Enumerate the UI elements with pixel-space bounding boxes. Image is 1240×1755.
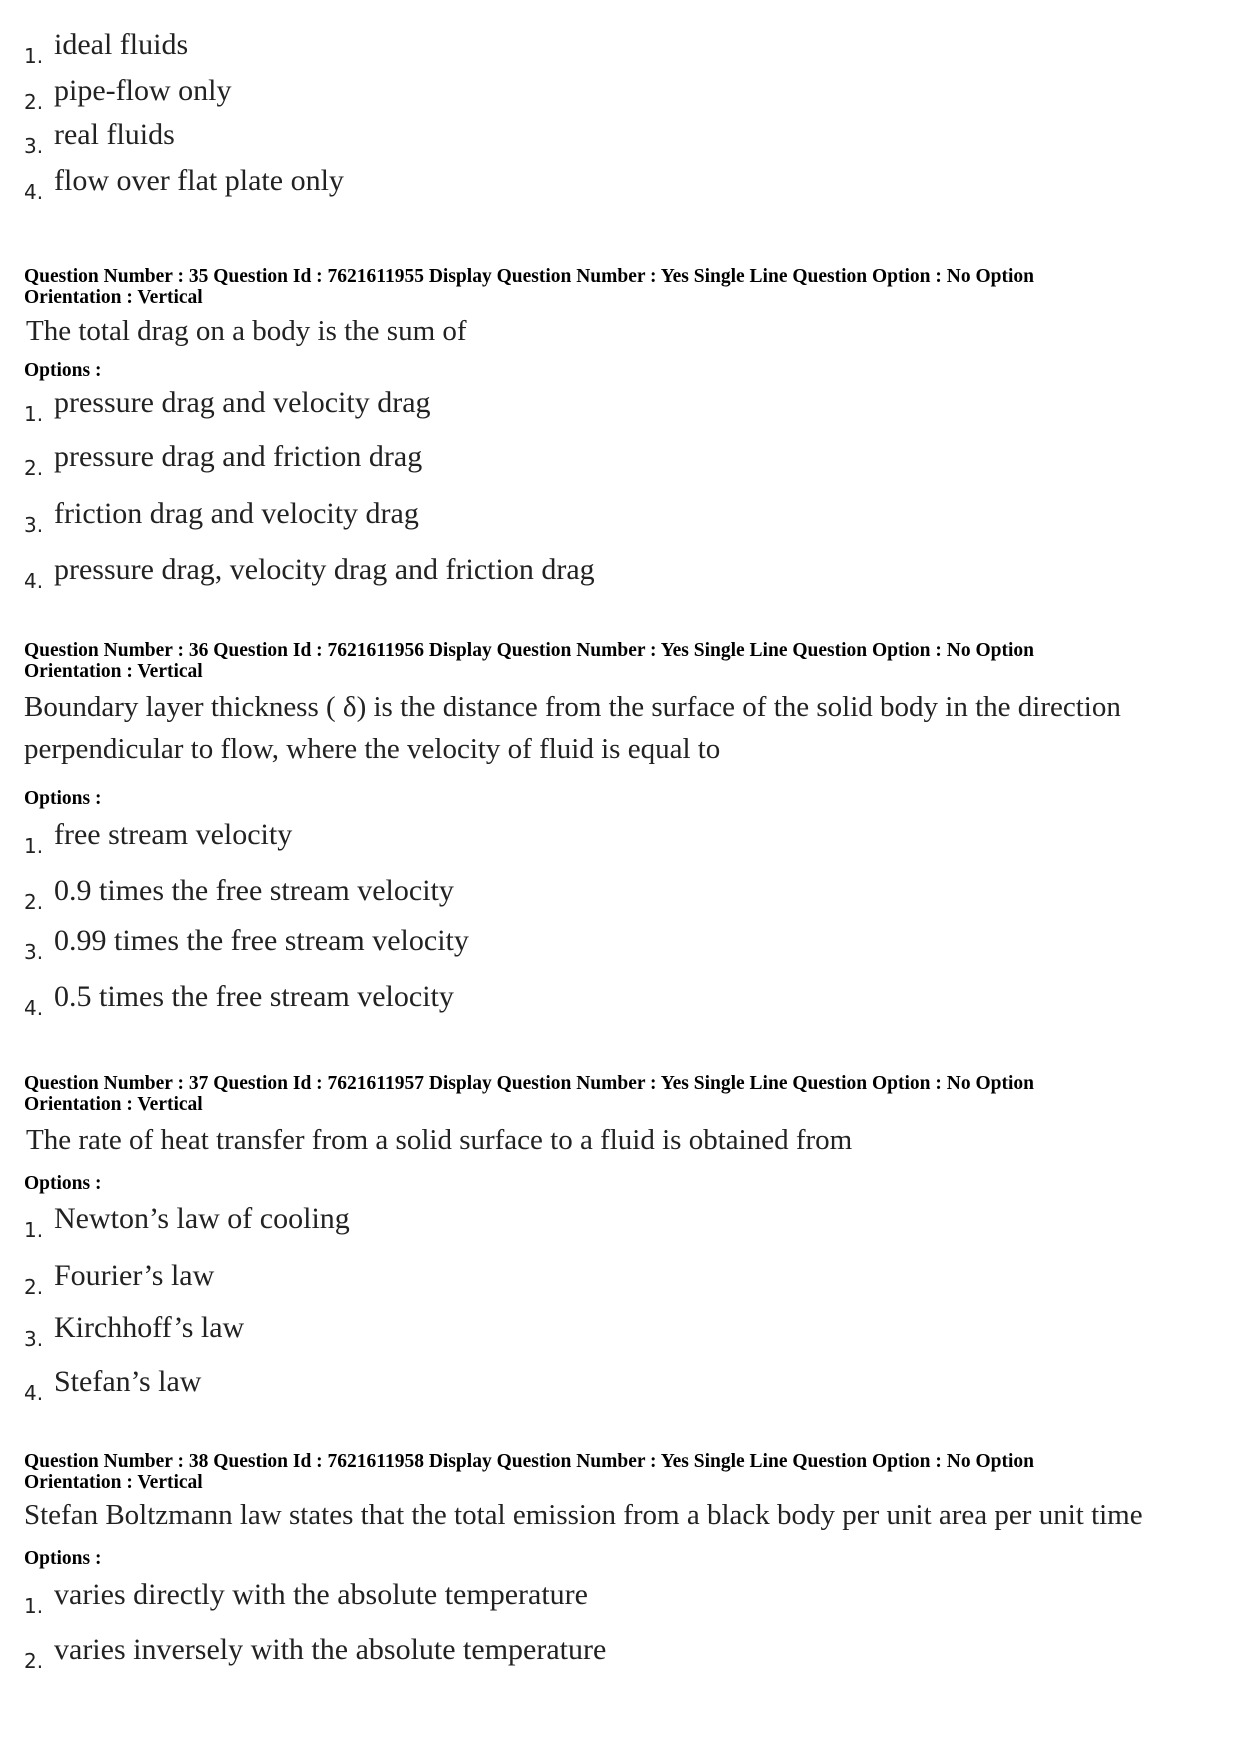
question-meta [24,1073,1214,1115]
option-item [24,818,1204,858]
option-item [24,1365,1204,1405]
option-number: 3. [24,940,44,964]
option-number: 1. [24,402,44,426]
question-meta-line: Question Number : 36 Question Id : 7621611956 Display Question Number : Yes Single Line Question Option : No Option [24,640,1034,661]
question-meta-line: Question Number : 38 Question Id : 7621611958 Display Question Number : Yes Single Line Question Option : No Option [24,1451,1034,1472]
option-item [24,553,1204,593]
option-text: Kirchhoff’s law [54,1311,245,1344]
option-item [24,1259,1204,1299]
option-number: 4. [24,180,44,204]
option-number: 2. [24,1649,44,1673]
option-text: free stream velocity [54,818,293,851]
question-text-line: perpendicular to flow, where the velocity of fluid is equal to [24,733,721,765]
question-meta-line: Orientation : Vertical [24,1094,203,1115]
option-text: Newton’s law of cooling [54,1202,350,1235]
question-meta [24,1451,1214,1493]
option-number: 1. [24,834,44,858]
option-item [24,924,1204,964]
question-meta-line: Orientation : Vertical [24,661,203,682]
option-text: real fluids [54,118,175,151]
option-number: 4. [24,569,44,593]
option-text: 0.5 times the free stream velocity [54,980,454,1013]
option-number: 1. [24,1594,44,1618]
question-meta-line: Orientation : Vertical [24,287,203,308]
option-number: 2. [24,890,44,914]
option-number: 4. [24,996,44,1020]
option-item [24,118,1204,158]
option-number: 3. [24,134,44,158]
option-item [24,1311,1204,1351]
option-text: flow over flat plate only [54,164,344,197]
question-meta-line: Question Number : 35 Question Id : 7621611955 Display Question Number : Yes Single Line Question Option : No Option [24,266,1034,287]
option-item [24,980,1204,1020]
option-text: pipe-flow only [54,74,232,107]
option-number: 2. [24,456,44,480]
question-text: The rate of heat transfer from a solid surface to a fluid is obtained from [26,1124,853,1156]
option-number: 3. [24,1327,44,1351]
option-number: 1. [24,44,44,68]
question-text: Stefan Boltzmann law states that the total emission from a black body per unit area per unit time [24,1499,1143,1531]
question-meta-line: Orientation : Vertical [24,1472,203,1493]
question-meta [24,640,1214,682]
option-item [24,28,1204,68]
option-item [24,1578,1204,1618]
options-label: Options : [24,1173,102,1194]
options-label: Options : [24,1548,102,1569]
option-text: ideal fluids [54,28,189,61]
option-text: Fourier’s law [54,1259,215,1292]
option-number: 4. [24,1381,44,1405]
options-label: Options : [24,360,102,381]
option-item [24,386,1204,426]
option-text: 0.99 times the free stream velocity [54,924,469,957]
option-text: pressure drag and velocity drag [54,386,431,419]
option-text: pressure drag and friction drag [54,440,423,473]
question-meta-line: Question Number : 37 Question Id : 7621611957 Display Question Number : Yes Single Line Question Option : No Option [24,1073,1034,1094]
option-item [24,164,1204,204]
question-text [24,686,1224,770]
option-item [24,1633,1204,1673]
question-text-line: Boundary layer thickness ( δ) is the distance from the surface of the solid body in the direction [24,691,1121,723]
option-item [24,74,1204,114]
option-item [24,497,1204,537]
option-number: 1. [24,1218,44,1242]
option-number: 2. [24,1275,44,1299]
option-number: 3. [24,513,44,537]
option-text: 0.9 times the free stream velocity [54,874,454,907]
option-item [24,440,1204,480]
option-text: varies inversely with the absolute temperature [54,1633,607,1666]
option-text: varies directly with the absolute temperature [54,1578,588,1611]
option-item [24,1202,1204,1242]
option-number: 2. [24,90,44,114]
option-item [24,874,1204,914]
question-meta [24,266,1214,308]
question-text: The total drag on a body is the sum of [26,315,467,347]
option-text: friction drag and velocity drag [54,497,419,530]
option-text: Stefan’s law [54,1365,202,1398]
options-label: Options : [24,788,102,809]
option-text: pressure drag, velocity drag and friction drag [54,553,595,586]
